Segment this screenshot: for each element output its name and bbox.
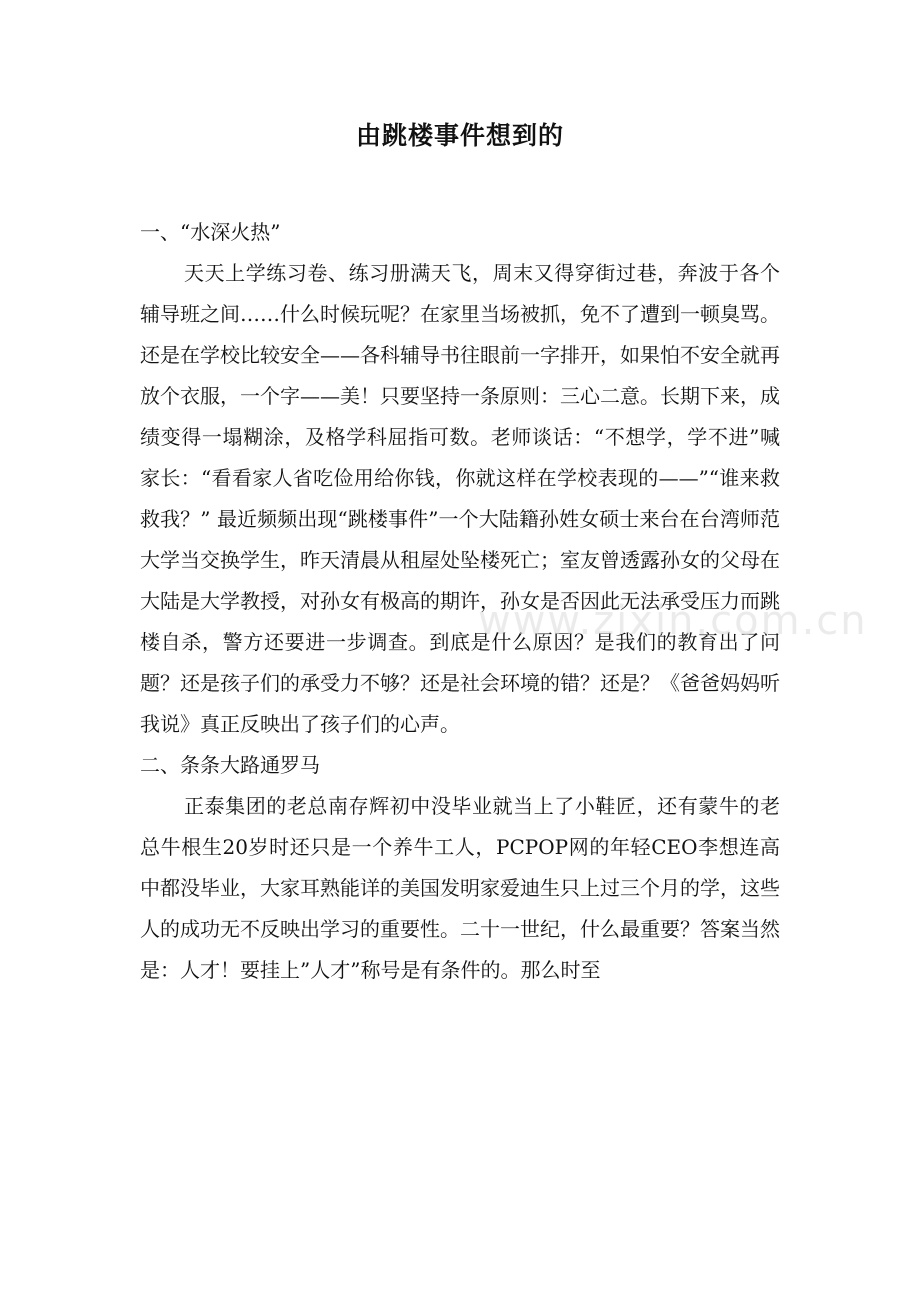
section-paragraph-2: 正泰集团的老总南存辉初中没毕业就当上了小鞋匠，还有蒙牛的老总牛根生20岁时还只是一个养牛工人，PCPOP网的年轻CEO李想连高中都没毕业，大家耳熟能详的美国发明家爱迪生只上过三个月的学，这些人的成功无不反映出学习的重要性。二十一世纪，什么最重要？答案当然是：人才！要挂上”人才”称号是有条件的。那么时至	[140, 794, 780, 982]
watermark-text: www.zixin.com.cn	[478, 598, 868, 644]
document-title: 由跳楼事件想到的	[355, 121, 564, 150]
section-paragraph-1: 天天上学练习卷、练习册满天飞，周末又得穿街过巷，奔波于各个辅导班之间……什么时候玩呢？在家里当场被抓，免不了遭到一顿臭骂。还是在学校比较安全——各科辅导书往眼前一字排开，如果怕不安全就再放个衣服，一个字——美！只要坚持一条原则：三心二意。长期下来，成绩变得一塌糊涂，及格学科屈指可数。老师谈话：“不想学，学不进”喊家长：“看看家人省吃俭用给你钱，你就这样在学校表现的——”“谁来救救我？” 最近频频出现“跳楼事件”一个大陆籍孙姓女硕士来台在台湾师范大学当交换学生，昨天清晨从租屋处坠楼死亡；室友曾透露孙女的父母在大陆是大学教授，对孙女有极高的期许，孙女是否因此无法承受压力而跳楼自杀，警方还要进一步调查。到底是什么原因？是我们的教育出了问题？还是孩子们的承受力不够？还是社会环境的错？还是？《爸爸妈妈听我说》真正反映出了孩子们的心声。	[140, 261, 780, 736]
section-heading-2: 二、条条大路通罗马	[140, 753, 320, 777]
document-body	[140, 212, 780, 991]
section-heading-1: 一、“水深火热”	[140, 220, 281, 244]
